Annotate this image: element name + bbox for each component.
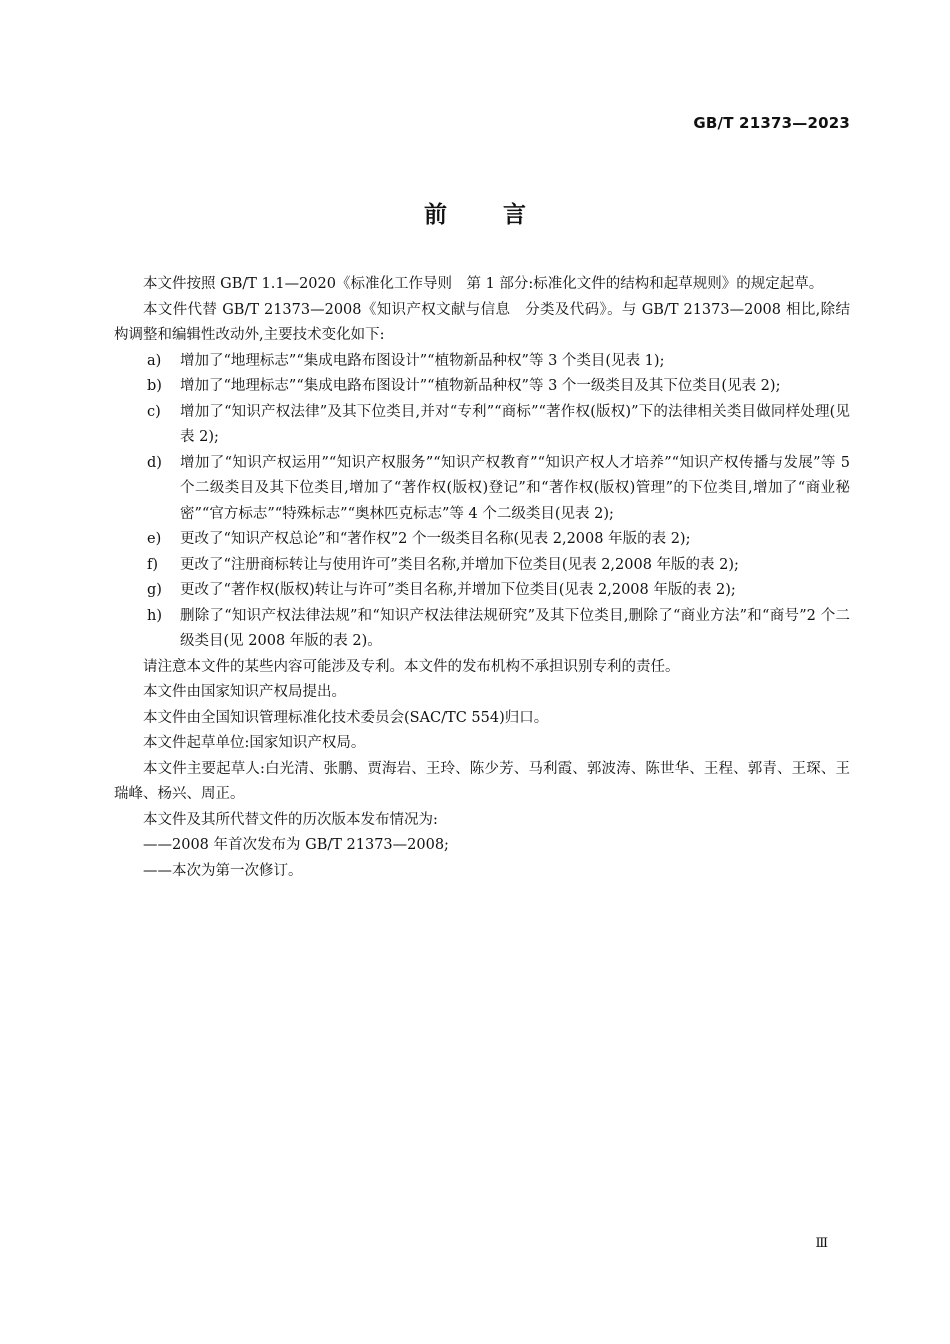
list-item (114, 604, 850, 655)
paragraph-under-jurisdiction: 本文件由全国知识管理标准化技术委员会(SAC/TC 554)归口。 (143, 709, 549, 726)
list-item (114, 349, 850, 375)
list-item (114, 578, 850, 604)
paragraph-patent-notice: 请注意本文件的某些内容可能涉及专利。本文件的发布机构不承担识别专利的责任。 (143, 658, 680, 675)
history-item: ——本次为第一次修订。 (143, 862, 303, 879)
list-item-text: 增加了“知识产权法律”及其下位类目,并对“专利”“商标”“著作权(版权)”下的法律相关类目做同样处理(见表 2); (180, 403, 850, 445)
list-item-text: 删除了“知识产权法律法规”和“知识产权法律法规研究”及其下位类目,删除了“商业方法”和“商号”2 个二级类目(见 2008 年版的表 2)。 (180, 607, 850, 649)
list-item-marker: h) (147, 607, 162, 624)
list-item-text: 增加了“地理标志”“集成电路布图设计”“植物新品种权”等 3 个类目(见表 1); (180, 352, 665, 369)
list-item (114, 553, 850, 579)
paragraph-drafting-rules: 本文件按照 GB/T 1.1—2020《标准化工作导则 第 1 部分:标准化文件的结构和起草规则》的规定起草。 (143, 276, 824, 292)
list-item-text: 更改了“知识产权总论”和“著作权”2 个一级类目名称(见表 2,2008 年版的表 2); (180, 531, 691, 547)
history-item: ——2008 年首次发布为 GB/T 21373—2008; (143, 837, 449, 853)
paragraph-history-intro: 本文件及其所代替文件的历次版本发布情况为: (143, 811, 438, 828)
page-number: Ⅲ (815, 1236, 828, 1251)
standard-number: GB/T 21373—2023 (693, 114, 850, 132)
paragraph-proposed-by: 本文件由国家知识产权局提出。 (143, 684, 346, 700)
list-item-marker: c) (147, 403, 161, 420)
list-item (114, 451, 850, 528)
list-item-marker: b) (147, 378, 162, 394)
list-item-marker: d) (147, 454, 162, 471)
list-item-marker: g) (147, 582, 162, 598)
list-item (114, 527, 850, 553)
list-item-marker: f) (147, 556, 159, 573)
changes-list (114, 349, 850, 655)
list-item-marker: a) (147, 352, 162, 369)
paragraph-drafters: 本文件主要起草人:白光清、张鹏、贾海岩、王玲、陈少芳、马利霞、郭波涛、陈世华、王程、郭青、王琛、王瑞峰、杨兴、周正。 (114, 760, 850, 802)
paragraph-drafting-unit: 本文件起草单位:国家知识产权局。 (143, 735, 366, 751)
list-item-text: 增加了“地理标志”“集成电路布图设计”“植物新品种权”等 3 个一级类目及其下位类目(见表 2); (180, 378, 781, 394)
list-item (114, 374, 850, 400)
list-item (114, 400, 850, 451)
list-item-text: 增加了“知识产权运用”“知识产权服务”“知识产权教育”“知识产权人才培养”“知识产权传播与发展”等 5 个二级类目及其下位类目,增加了“著作权(版权)登记”和“著作权(版权)管理”的下位类目,增加了“商业秘密”“官方标志”“特殊标志”“奥林匹克标志”等 4 个二级类目(见表 2); (180, 454, 850, 522)
list-item-text: 更改了“著作权(版权)转让与许可”类目名称,并增加下位类目(见表 2,2008 年版的表 2); (180, 582, 736, 598)
paragraph-replaces: 本文件代替 GB/T 21373—2008《知识产权文献与信息 分类及代码》。与 GB/T 21373—2008 相比,除结构调整和编辑性改动外,主要技术变化如下: (114, 301, 850, 343)
list-item-marker: e) (147, 531, 162, 547)
list-item-text: 更改了“注册商标转让与使用许可”类目名称,并增加下位类目(见表 2,2008 年版的表 2); (180, 556, 739, 573)
foreword-body (114, 272, 850, 884)
page-title: 前言 (424, 202, 582, 228)
